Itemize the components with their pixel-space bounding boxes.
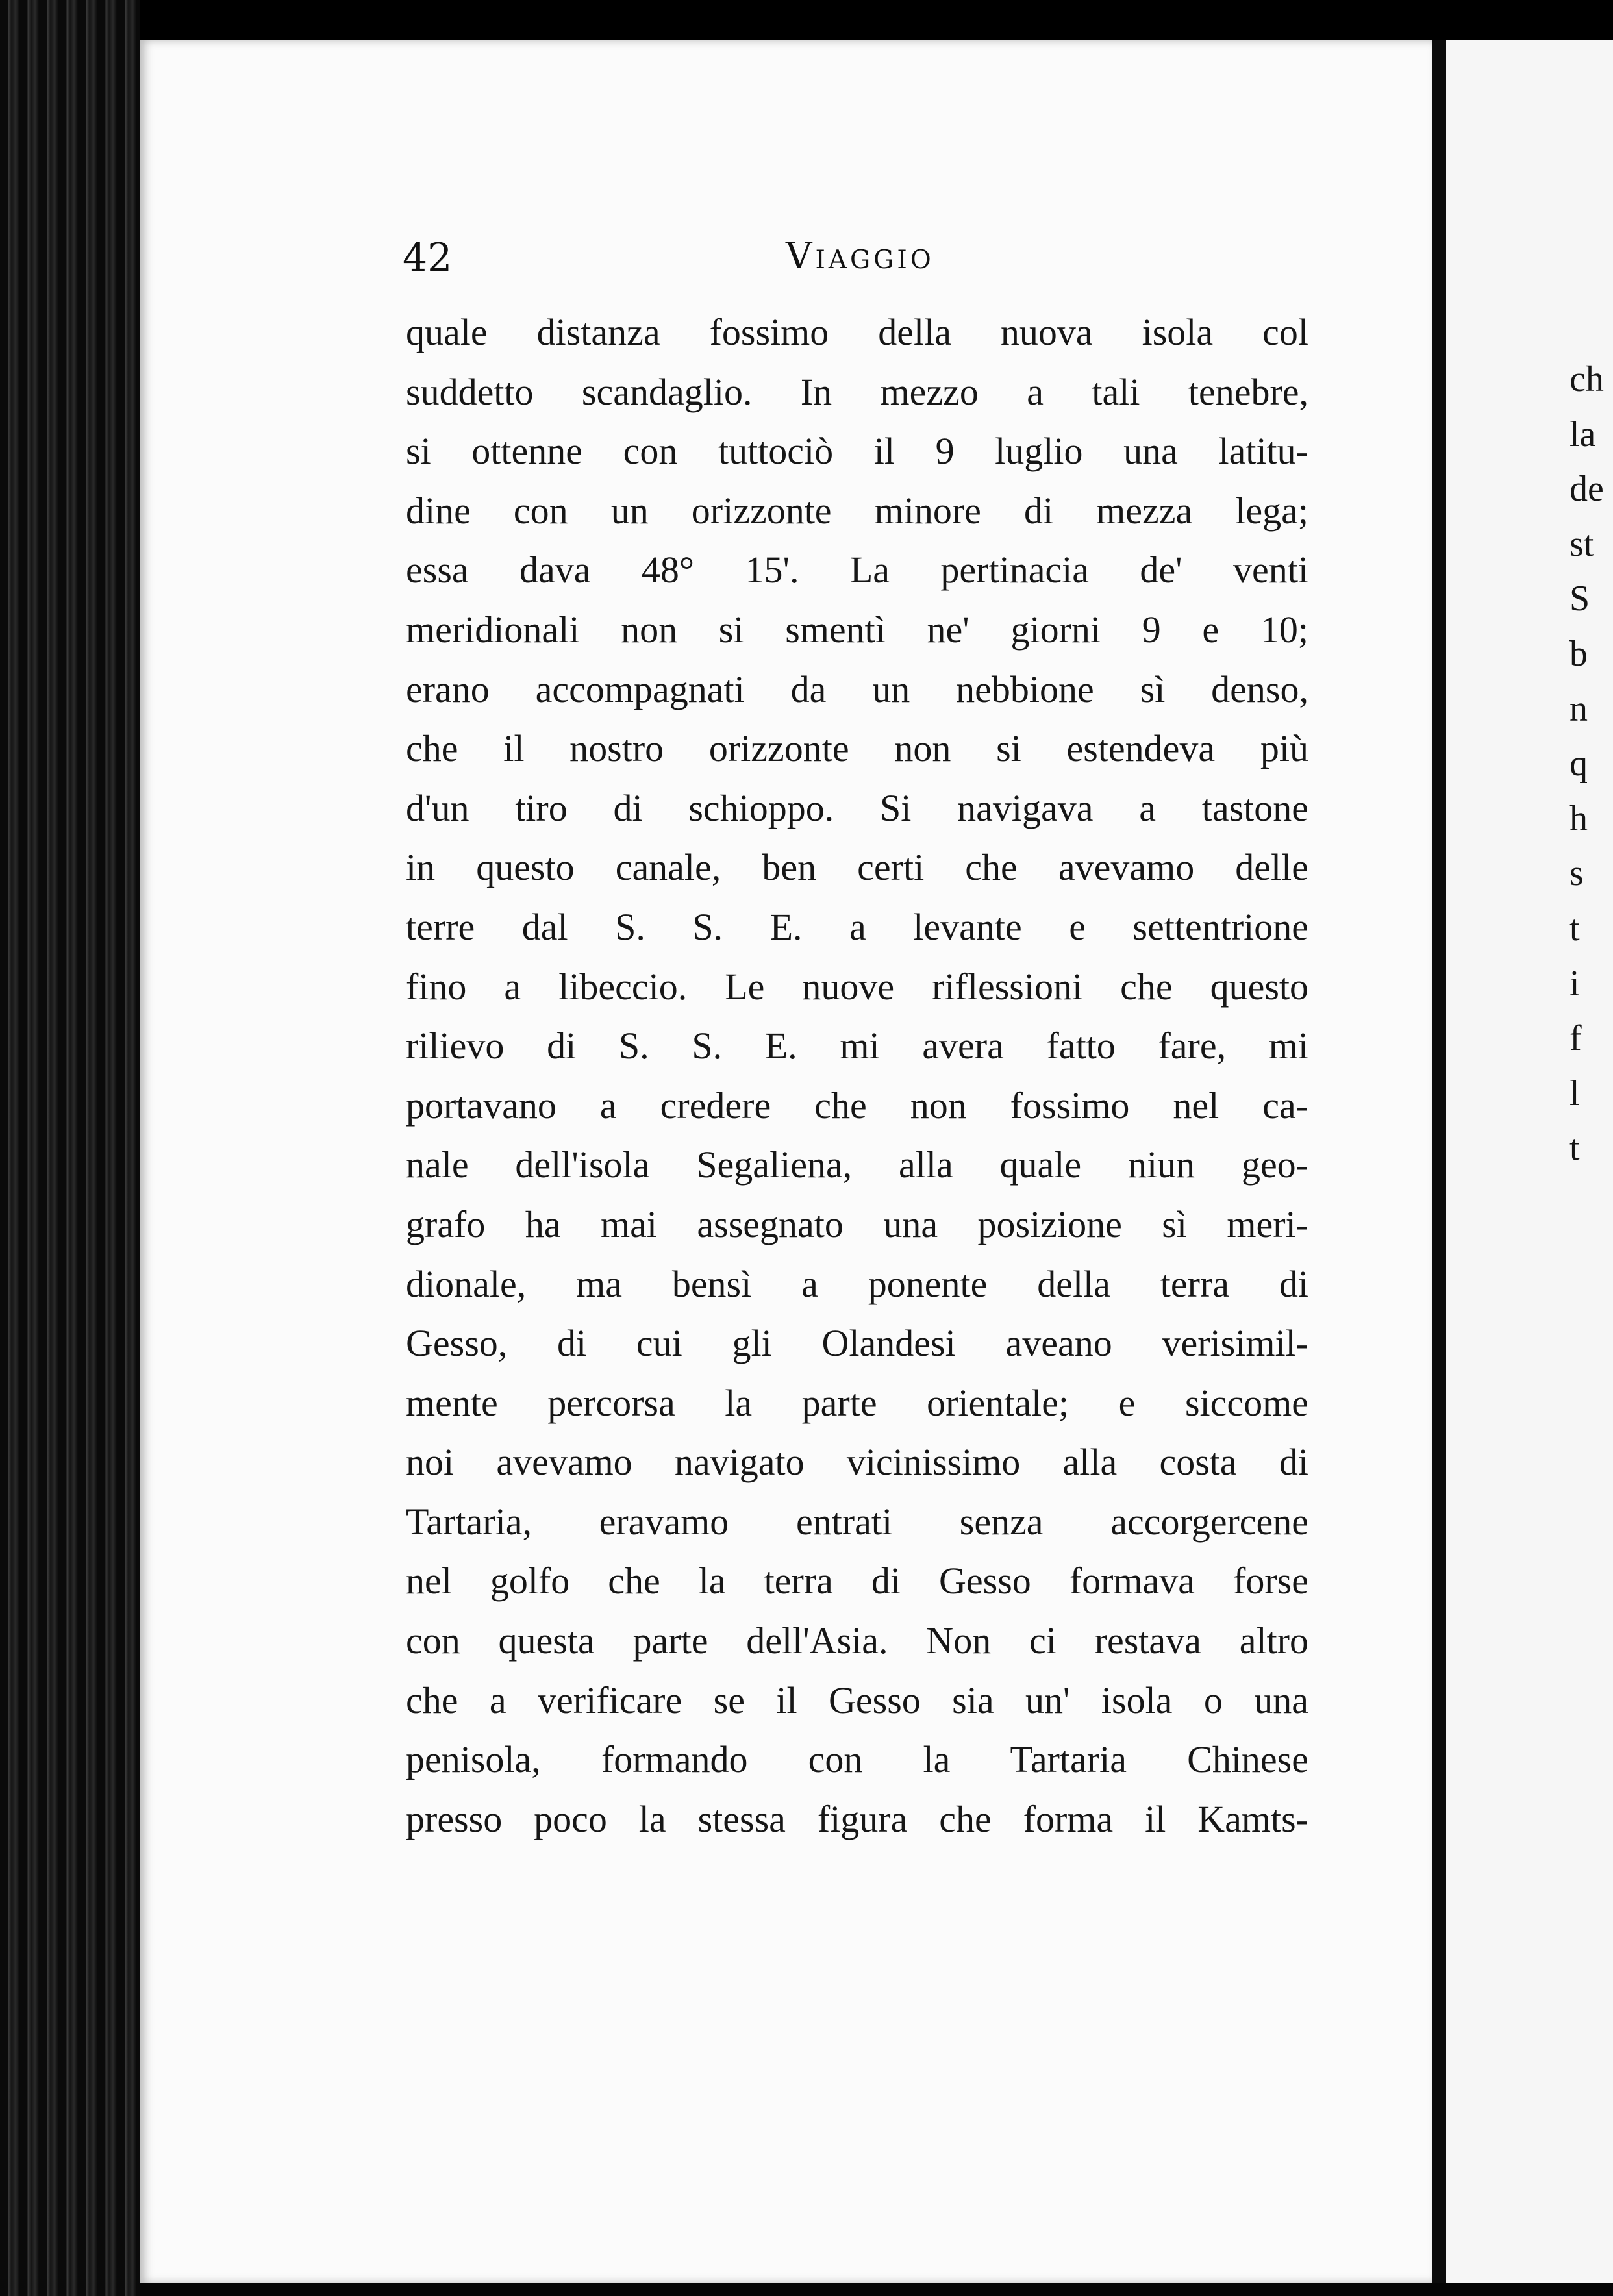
facing-line-fragment: b (1569, 633, 1588, 674)
facing-page-edge (1432, 40, 1613, 2283)
facing-line-fragment: de (1569, 469, 1604, 510)
facing-line-fragment: i (1569, 963, 1580, 1004)
text-line: che il nostro orizzonte non si estendeva più (406, 727, 1308, 770)
text-line: mente percorsa la parte orientale; e siccome (406, 1381, 1308, 1424)
text-line: dionale, ma bensì a ponente della terra di (406, 1262, 1308, 1305)
text-line: terre dal S. S. E. a levante e settentrione (406, 905, 1308, 948)
text-line: meridionali non si smentì ne' giorni 9 e 10; (406, 608, 1308, 651)
binding-edge (0, 0, 140, 2296)
facing-line-fragment: ch (1569, 359, 1604, 399)
facing-line-fragment: t (1569, 1128, 1580, 1169)
text-line: essa dava 48° 15'. La pertinacia de' venti (406, 549, 1308, 592)
scan-bottom-edge (140, 2283, 1613, 2296)
facing-page-text (1569, 352, 1613, 1176)
text-line: che a verificare se il Gesso sia un' isola o una (406, 1678, 1308, 1721)
facing-line-fragment: l (1569, 1073, 1580, 1114)
page-number: 42 (403, 235, 453, 281)
text-line: Tartaria, eravamo entrati senza accorgercene (406, 1500, 1308, 1543)
facing-line-fragment: S (1569, 579, 1590, 619)
text-line: d'un tiro di schioppo. Si navigava a tastone (406, 786, 1308, 829)
facing-line-fragment: t (1569, 908, 1580, 949)
facing-line-fragment: s (1569, 853, 1584, 894)
facing-line-fragment: f (1569, 1018, 1582, 1059)
text-line: presso poco la stessa figura che forma il Kamts- (406, 1797, 1308, 1840)
text-line: in questo canale, ben certi che avevamo delle (406, 846, 1308, 889)
text-line: rilievo di S. S. E. mi avera fatto fare, mi (406, 1025, 1308, 1067)
text-line: erano accompagnati da un nebbione sì denso, (406, 668, 1308, 710)
facing-line-fragment: la (1569, 414, 1596, 455)
text-line: portavano a credere che non fossimo nel ca- (406, 1084, 1308, 1127)
facing-line-fragment: q (1569, 743, 1588, 784)
body-text (406, 303, 1308, 1849)
text-line: nale dell'isola Segaliena, alla quale niun geo- (406, 1143, 1308, 1186)
text-line: nel golfo che la terra di Gesso formava forse (406, 1560, 1308, 1603)
running-title: Viaggio (786, 235, 934, 277)
text-line: con questa parte dell'Asia. Non ci restava altro (406, 1619, 1308, 1662)
text-line: fino a libeccio. Le nuove riflessioni che questo (406, 965, 1308, 1008)
facing-line-fragment: h (1569, 798, 1588, 839)
text-line: grafo ha mai assegnato una posizione sì meri- (406, 1203, 1308, 1245)
facing-line-fragment: n (1569, 688, 1588, 729)
text-line: si ottenne con tuttociò il 9 luglio una latitu- (406, 430, 1308, 473)
facing-line-fragment: st (1569, 523, 1594, 564)
text-line: quale distanza fossimo della nuova isola col (406, 311, 1308, 353)
text-line: suddetto scandaglio. In mezzo a tali tenebre, (406, 370, 1308, 413)
text-line: Gesso, di cui gli Olandesi aveano verisimil- (406, 1322, 1308, 1365)
text-line: noi avevamo navigato vicinissimo alla costa di (406, 1441, 1308, 1484)
text-line: penisola, formando con la Tartaria Chinese (406, 1738, 1308, 1781)
text-line: dine con un orizzonte minore di mezza lega; (406, 489, 1308, 532)
running-head (403, 235, 1312, 287)
